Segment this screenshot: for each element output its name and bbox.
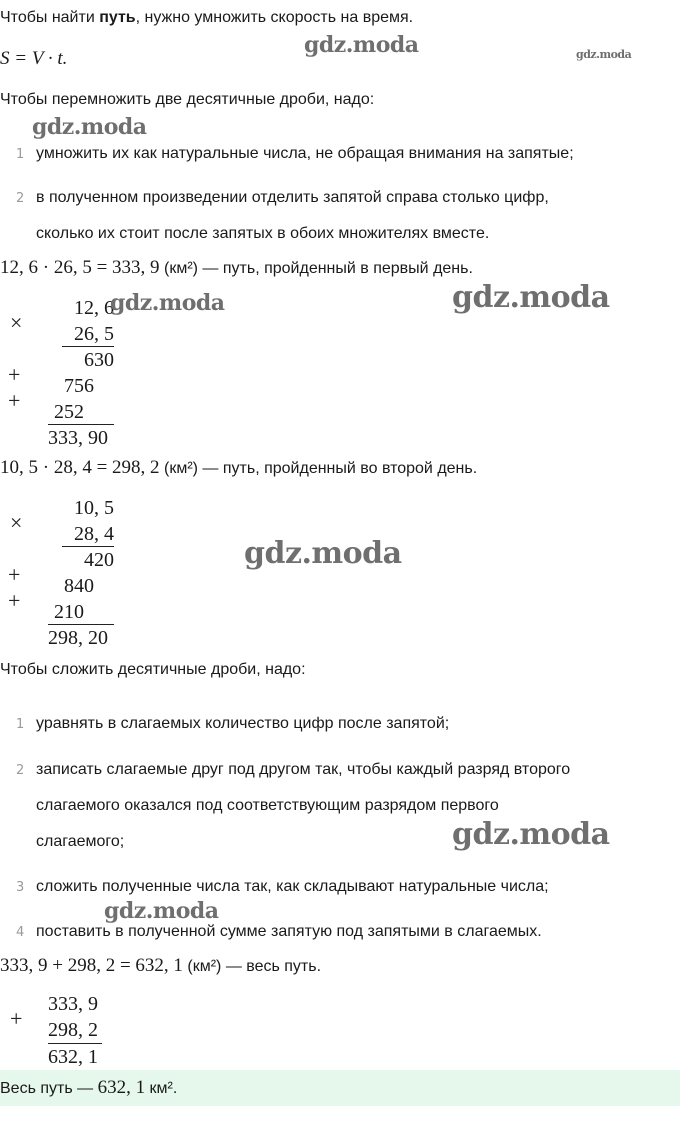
add-rule-num-4: 4: [16, 925, 25, 940]
add-rule-item-4: поставить в полученной сумме запятую под запятыми в слагаемых.: [36, 923, 542, 940]
add-rule-num-1: 1: [16, 717, 25, 732]
day1-eq-math: 12, 6 · 26, 5 = 333, 9: [0, 257, 160, 278]
day1-sum-line: [48, 424, 114, 425]
day2-factor-a: 10, 5: [74, 497, 114, 519]
day1-mult-line: [62, 346, 114, 347]
day2-eq-text: (км²) — путь, пройденный во второй день.: [159, 460, 478, 477]
intro-text-start: Чтобы найти: [0, 9, 100, 26]
day1-factor-b: 26, 5: [74, 323, 114, 345]
watermark: gdz.moda: [244, 536, 402, 571]
watermark: gdz.moda: [304, 32, 419, 58]
watermark: gdz.moda: [110, 290, 225, 316]
answer-box: [0, 1070, 680, 1106]
answer-text: [0, 1078, 177, 1099]
mult-rule-item-2-line-1: в полученном произведении отделить запятой справа столько цифр,: [36, 189, 549, 206]
add-rule-item-3: сложить полученные числа так, как складывают натуральные числа;: [36, 878, 549, 895]
add-rule-item-2-line-2: слагаемого оказался под соответствующим разрядом первого: [36, 797, 499, 814]
watermark: gdz.moda: [104, 898, 219, 924]
watermark: gdz.moda: [452, 280, 610, 315]
answer-value: 632, 1: [97, 1077, 146, 1098]
total-plus-sign: +: [10, 1006, 23, 1031]
day1-result: 333, 90: [48, 427, 108, 449]
total-result: 632, 1: [48, 1046, 98, 1068]
intro-line: [0, 8, 413, 28]
day2-eq-math: 10, 5 · 28, 4 = 298, 2: [0, 457, 160, 478]
answer-unit: км².: [145, 1080, 178, 1097]
day1-equation: [0, 258, 473, 279]
watermark: gdz.moda: [452, 817, 610, 852]
day1-eq-text: (км²) — путь, пройденный в первый день.: [159, 260, 473, 277]
day2-factor-b: 28, 4: [74, 523, 114, 545]
day2-mult-line: [62, 546, 114, 547]
formula: S = V · t.: [0, 48, 68, 69]
day2-equation: [0, 458, 477, 479]
day2-partial-3: 210: [54, 601, 84, 623]
add-rule-item-1: уравнять в слагаемых количество цифр после запятой;: [36, 715, 450, 732]
total-addend-a: 333, 9: [48, 993, 98, 1015]
intro-text-end: , нужно умножить скорость на время.: [135, 9, 414, 26]
watermark: gdz.moda: [576, 48, 632, 61]
add-rule-num-2: 2: [16, 763, 25, 778]
day1-partial-2: 756: [64, 375, 94, 397]
add-rule-item-2-line-1: записать слагаемые друг под другом так, чтобы каждый разряд второго: [36, 761, 571, 778]
day2-plus-2: +: [8, 588, 21, 613]
total-eq-math: 333, 9 + 298, 2 = 632, 1: [0, 955, 183, 976]
add-rule-title: Чтобы сложить десятичные дроби, надо:: [0, 661, 306, 678]
intro-bold-term: путь: [99, 9, 136, 26]
day2-sum-line: [48, 624, 114, 625]
day1-factor-a: 12, 6: [74, 297, 114, 319]
day1-plus-2: +: [8, 388, 21, 413]
day1-partial-1: 630: [84, 349, 114, 371]
total-equation: [0, 956, 321, 977]
mult-rule-num-2: 2: [16, 191, 25, 206]
add-rule-item-2-line-3: слагаемого;: [36, 833, 125, 850]
day2-partial-2: 840: [64, 575, 94, 597]
total-addend-b: 298, 2: [48, 1019, 98, 1041]
day2-times-sign: ×: [10, 510, 23, 535]
mult-rule-item-2-line-2: сколько их стоит после запятых в обоих множителях вместе.: [36, 225, 490, 242]
answer-prefix: Весь путь —: [0, 1080, 98, 1097]
add-rule-num-3: 3: [16, 880, 25, 895]
mult-rule-num-1: 1: [16, 147, 25, 162]
day2-plus-1: +: [8, 562, 21, 587]
mult-rule-title: Чтобы перемножить две десятичные дроби, надо:: [0, 91, 375, 108]
mult-rule-item-1: умножить их как натуральные числа, не обращая внимания на запятые;: [36, 145, 574, 162]
total-sum-line: [48, 1043, 102, 1044]
watermark: gdz.moda: [32, 114, 147, 140]
day2-partial-1: 420: [84, 549, 114, 571]
day1-plus-1: +: [8, 362, 21, 387]
day1-times-sign: ×: [10, 310, 23, 335]
day2-result: 298, 20: [48, 627, 108, 649]
day1-partial-3: 252: [54, 401, 84, 423]
total-eq-text: (км²) — весь путь.: [182, 958, 322, 975]
